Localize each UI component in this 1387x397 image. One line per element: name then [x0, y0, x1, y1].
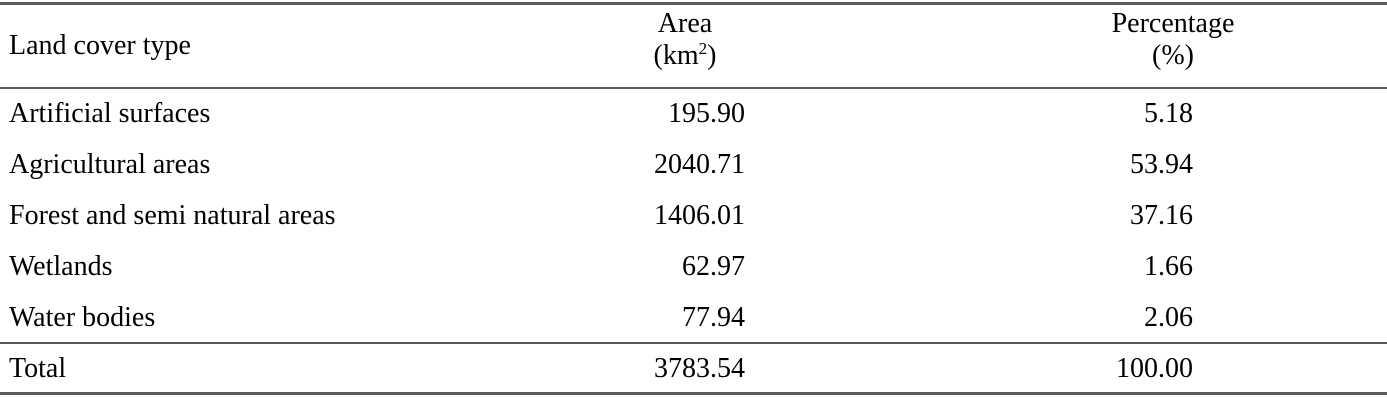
row-wetlands-type: Wetlands	[9, 251, 113, 282]
header-area	[560, 8, 810, 72]
row-water-bodies-type: Water bodies	[9, 302, 156, 333]
header-separator-rule	[0, 87, 1387, 89]
header-percentage	[1023, 8, 1323, 72]
row-water-bodies-percentage: 2.06	[1144, 302, 1193, 333]
row-agricultural-areas-area: 2040.71	[654, 149, 745, 180]
header-area-unit	[560, 40, 810, 72]
header-percentage-unit: (%)	[1152, 40, 1194, 71]
row-agricultural-areas-percentage: 53.94	[1130, 149, 1193, 180]
header-area-unit-prefix: (km	[653, 40, 699, 71]
row-artificial-surfaces-percentage: 5.18	[1144, 98, 1193, 129]
table-top-rule	[0, 2, 1387, 5]
header-percentage-label: Percentage	[1111, 8, 1235, 39]
row-artificial-surfaces-area: 195.90	[668, 98, 745, 129]
row-forest-percentage: 37.16	[1130, 200, 1193, 231]
total-separator-rule	[0, 342, 1387, 344]
row-wetlands-area: 62.97	[682, 251, 745, 282]
table-bottom-rule	[0, 392, 1387, 395]
row-total-type: Total	[9, 353, 67, 384]
row-total-percentage: 100.00	[1116, 353, 1193, 384]
row-wetlands-percentage: 1.66	[1144, 251, 1193, 282]
row-artificial-surfaces-type: Artificial surfaces	[9, 98, 211, 129]
row-forest-type: Forest and semi natural areas	[9, 200, 336, 231]
header-land-cover-type: Land cover type	[9, 30, 191, 61]
row-forest-area: 1406.01	[654, 200, 745, 231]
header-area-unit-superscript: 2	[698, 39, 708, 58]
row-agricultural-areas-type: Agricultural areas	[9, 149, 211, 180]
row-water-bodies-area: 77.94	[682, 302, 745, 333]
header-area-unit-suffix: )	[707, 40, 717, 71]
row-total-area: 3783.54	[654, 353, 745, 384]
header-area-label: Area	[657, 8, 713, 39]
